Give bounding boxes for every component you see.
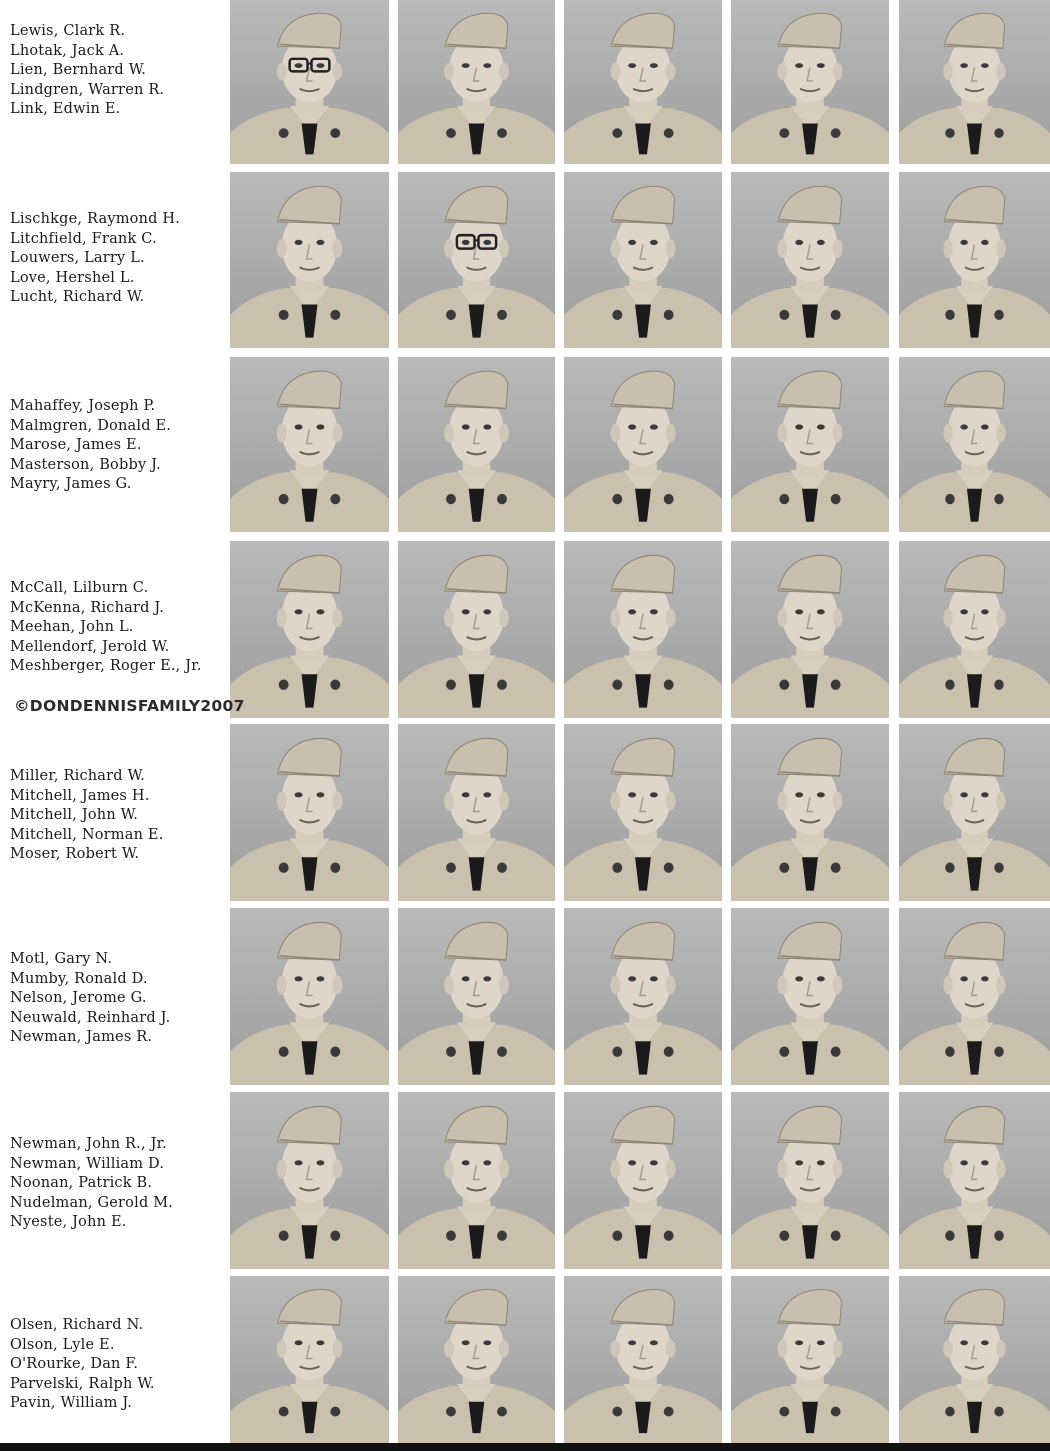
name-entry: Lewis, Clark R. [10,23,126,39]
portrait-figure [731,1276,889,1443]
portrait-figure [564,172,722,348]
portrait-photo [564,357,722,532]
portrait-photo [230,357,389,532]
portrait-photo [230,172,389,348]
portrait-figure [230,1092,389,1269]
portrait-photo [230,1276,389,1443]
name-entry: Love, Hershel L. [10,269,135,286]
name-entry: Meehan, John L. [10,619,134,635]
name-entry: Meshberger, Roger E., Jr. [10,658,202,674]
name-entry: Moser, Robert W. [10,846,140,862]
portrait-photo [899,541,1050,718]
portrait-photo [564,1276,722,1443]
name-entry: Olson, Lyle E. [10,1336,115,1353]
portrait-photo [731,172,889,348]
portrait-photo [564,541,722,718]
portrait-photo [564,1092,722,1269]
portrait-figure [230,908,389,1085]
portrait-figure [899,1276,1050,1443]
portrait-figure [899,1092,1050,1269]
portrait-figure [398,908,555,1085]
portrait-figure [398,357,555,532]
portrait-photo [731,357,889,532]
portrait-figure [899,357,1050,532]
name-list [10,22,232,120]
portrait-photo [564,908,722,1085]
portrait-photo [398,724,555,901]
portrait-photo [731,0,889,164]
name-entry: Nelson, Jerome G. [10,990,147,1006]
name-list [10,579,232,677]
portrait-figure [398,1092,555,1269]
portrait-photo [899,0,1050,164]
portrait-figure [731,357,889,532]
portrait-figure [564,1092,722,1269]
name-entry: Mellendorf, Jerold W. [10,638,170,655]
copyright-watermark: ©DONDENNISFAMILY2007 [14,697,245,715]
portrait-photo [731,541,889,718]
name-entry: Newman, James R. [10,1029,153,1045]
portrait-photo [731,1276,889,1443]
portrait-figure [731,541,889,718]
name-list [10,397,232,495]
portrait-photo [398,1276,555,1443]
portrait-photo [230,908,389,1085]
portrait-figure [230,541,389,718]
portrait-figure [398,1276,555,1443]
portrait-figure [564,541,722,718]
name-entry: Newman, William D. [10,1155,165,1172]
name-list [10,767,232,865]
name-entry: Lien, Bernhard W. [10,62,147,78]
portrait-figure [564,0,722,164]
name-entry: Link, Edwin E. [10,101,121,117]
name-entry: Neuwald, Reinhard J. [10,1009,171,1026]
portrait-figure [564,724,722,901]
portrait-photo [230,1092,389,1269]
name-entry: Newman, John R., Jr. [10,1136,167,1152]
portrait-photo [731,724,889,901]
portrait-figure [899,0,1050,164]
name-entry: Nudelman, Gerold M. [10,1194,174,1211]
portrait-figure [731,908,889,1085]
name-entry: Mitchell, Norman E. [10,826,164,843]
name-entry: Lischkge, Raymond H. [10,211,181,227]
name-entry: Lhotak, Jack A. [10,42,125,59]
name-list [10,950,232,1048]
portrait-photo [564,0,722,164]
portrait-photo [899,1092,1050,1269]
name-entry: Motl, Gary N. [10,951,113,967]
portrait-figure [230,0,389,164]
portrait-photo [398,908,555,1085]
portrait-figure [564,357,722,532]
portrait-photo [899,357,1050,532]
name-entry: Litchfield, Frank C. [10,230,157,247]
portrait-figure [564,908,722,1085]
portrait-photo [899,172,1050,348]
name-entry: Olsen, Richard N. [10,1317,144,1333]
name-list [10,210,232,308]
portrait-figure [731,1092,889,1269]
portrait-figure [230,357,389,532]
name-entry: Malmgren, Donald E. [10,417,172,434]
portrait-figure [899,724,1050,901]
name-entry: Lindgren, Warren R. [10,81,165,98]
name-entry: Mahaffey, Joseph P. [10,398,156,414]
portrait-photo [230,724,389,901]
name-entry: O'Rourke, Dan F. [10,1356,139,1372]
name-entry: Louwers, Larry L. [10,250,145,266]
name-entry: Mayry, James G. [10,476,132,492]
name-list [10,1316,232,1414]
name-entry: Miller, Richard W. [10,768,145,784]
portrait-figure [731,724,889,901]
portrait-photo [899,724,1050,901]
portrait-figure [398,541,555,718]
portrait-photo [564,172,722,348]
name-entry: McKenna, Richard J. [10,599,165,616]
portrait-figure [731,172,889,348]
name-entry: Lucht, Richard W. [10,289,145,305]
portrait-figure [899,172,1050,348]
name-list [10,1135,232,1233]
name-entry: McCall, Lilburn C. [10,580,149,596]
name-entry: Pavin, William J. [10,1395,133,1411]
portrait-photo [398,357,555,532]
portrait-figure [230,1276,389,1443]
portrait-figure [564,1276,722,1443]
portrait-figure [230,172,389,348]
portrait-photo [899,1276,1050,1443]
name-entry: Noonan, Patrick B. [10,1175,153,1191]
portrait-figure [398,172,555,348]
portrait-figure [899,541,1050,718]
portrait-photo [230,0,389,164]
name-entry: Marose, James E. [10,437,142,453]
name-entry: Parvelski, Ralph W. [10,1375,155,1392]
portrait-figure [398,0,555,164]
portrait-photo [731,908,889,1085]
portrait-figure [899,908,1050,1085]
portrait-photo [564,724,722,901]
name-entry: Masterson, Bobby J. [10,456,161,473]
bottom-rule [0,1443,1050,1451]
name-entry: Mitchell, John W. [10,807,139,823]
portrait-figure [731,0,889,164]
portrait-photo [398,172,555,348]
portrait-photo [899,908,1050,1085]
portrait-photo [398,541,555,718]
portrait-figure [230,724,389,901]
portrait-figure [398,724,555,901]
portrait-photo [731,1092,889,1269]
portrait-photo [398,1092,555,1269]
name-entry: Nyeste, John E. [10,1214,127,1230]
portrait-photo [230,541,389,718]
name-entry: Mitchell, James H. [10,787,150,804]
portrait-photo [398,0,555,164]
name-entry: Mumby, Ronald D. [10,970,148,987]
